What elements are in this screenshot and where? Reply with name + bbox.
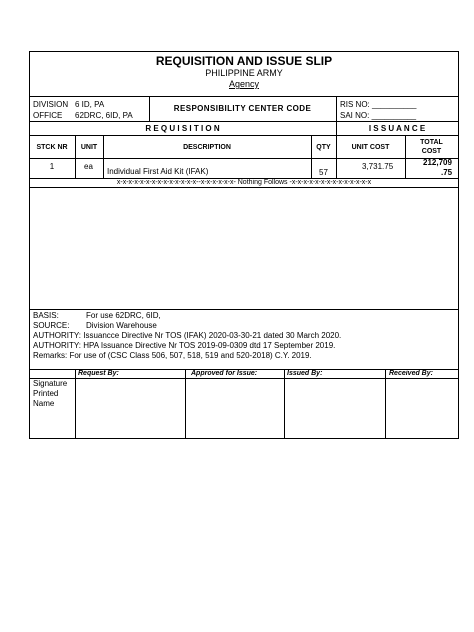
ris-no: RIS NO: __________ bbox=[340, 100, 417, 109]
nothing-follows: x-x-x-x-x-x-x-x-x-x-x-x-x-x--x-x-x-x-x-x- Nothing Follows -x-x-x-x-x-x-x-x-x-x-x-x-x-x bbox=[116, 179, 372, 186]
signature-row-label: Signature bbox=[33, 379, 68, 388]
item-total-1: 212,709 bbox=[423, 158, 452, 167]
col-v2 bbox=[103, 135, 104, 179]
request-by-label: Request By: bbox=[78, 370, 119, 377]
org-name: PHILIPPINE ARMY bbox=[205, 68, 283, 78]
frame-right bbox=[458, 51, 459, 439]
col-stck-nr: STCK NR bbox=[36, 144, 68, 151]
office-label: OFFICE bbox=[33, 111, 63, 120]
item-qty: 57 bbox=[319, 168, 328, 177]
item-total-2: .75 bbox=[441, 168, 453, 177]
col-v4 bbox=[336, 135, 337, 179]
info-divider bbox=[29, 121, 459, 122]
remarks-line: Remarks: For use of (CSC Class 506, 507, 518, 519 and 520-2018) C.Y. 2019. bbox=[33, 351, 312, 360]
info-v2 bbox=[336, 96, 337, 122]
source-label: SOURCE: bbox=[33, 321, 70, 330]
sig-v4 bbox=[385, 369, 386, 439]
approved-for-issue-label: Approved for Issue: bbox=[191, 370, 258, 377]
col-header-divider bbox=[29, 158, 459, 159]
received-by-label: Received By: bbox=[389, 370, 433, 377]
basis-label: BASIS: bbox=[33, 311, 59, 320]
basis-value: For use 62DRC, 6ID, bbox=[86, 311, 161, 320]
col-unit-cost: UNIT COST bbox=[351, 144, 390, 151]
frame-bottom bbox=[29, 438, 459, 439]
source-value: Division Warehouse bbox=[86, 321, 157, 330]
office-value: 62DRC, 6ID, PA bbox=[75, 111, 133, 120]
nothing-follows-divider bbox=[29, 187, 459, 188]
col-qty: QTY bbox=[316, 144, 331, 151]
col-total-cost-1: TOTAL bbox=[420, 139, 443, 146]
division-value: 6 ID, PA bbox=[75, 100, 105, 109]
item-unit: ea bbox=[84, 162, 93, 171]
agency-label: Agency bbox=[228, 79, 260, 89]
issued-by-label: Issued By: bbox=[287, 370, 323, 377]
authority-line-1: AUTHORITY: Issuancce Directive Nr TOS (IFAK) 2020-03-30-21 dated 30 March 2020. bbox=[33, 331, 342, 340]
sig-v2 bbox=[185, 369, 186, 439]
issuance-heading: I S S U A N C E bbox=[368, 124, 426, 133]
frame-left bbox=[29, 51, 30, 439]
col-unit: UNIT bbox=[80, 144, 98, 151]
form-title: REQUISITION AND ISSUE SLIP bbox=[155, 54, 333, 68]
printed-row-label: Printed bbox=[33, 389, 59, 398]
col-total-cost-2: COST bbox=[421, 148, 442, 155]
sig-header-divider bbox=[29, 378, 459, 379]
item-stck-nr: 1 bbox=[49, 162, 55, 171]
item-unit-cost: 3,731.75 bbox=[362, 162, 394, 171]
item-description: Individual First Aid Kit (IFAK) bbox=[107, 167, 209, 176]
col-v1 bbox=[75, 135, 76, 179]
name-row-label: Name bbox=[33, 399, 55, 408]
requisition-heading: R E Q U I S I T I O N bbox=[145, 124, 220, 133]
authority-line-2: AUTHORITY: HPA Issuance Directive Nr TOS 2019-09-0309 dtd 17 September 2019. bbox=[33, 341, 336, 350]
header-divider bbox=[29, 96, 459, 97]
body-divider bbox=[29, 309, 459, 310]
col-description: DESCRIPTION bbox=[183, 144, 231, 151]
division-label: DIVISION bbox=[33, 100, 69, 109]
sai-no: SAI NO: __________ bbox=[340, 111, 417, 120]
sig-v1 bbox=[75, 369, 76, 439]
frame-top bbox=[29, 51, 459, 52]
section-divider bbox=[29, 135, 459, 136]
sig-v3 bbox=[284, 369, 285, 439]
responsibility-center-code: RESPONSIBILITY CENTER CODE bbox=[173, 104, 312, 113]
